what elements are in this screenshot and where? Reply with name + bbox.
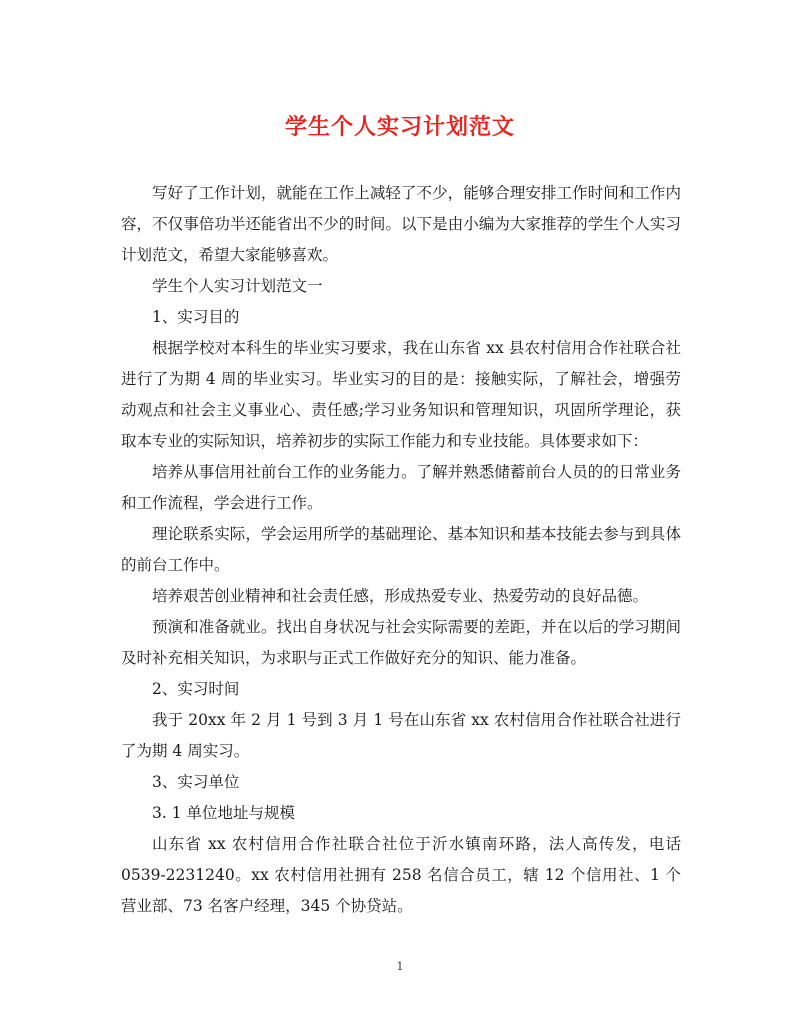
requirement-paragraph-4: 预演和准备就业。找出自身状况与社会实际需要的差距，并在以后的学习期间及时补充相关知识，为求职与正式工作做好充分的知识、能力准备。 — [121, 618, 681, 667]
section-heading-purpose: 1、实习目的 — [152, 308, 240, 326]
address-paragraph: 山东省 xx 农村信用合作社联合社位于沂水镇南环路，法人高传发，电话 0539-2231240。xx 农村信用社拥有 258 名信合员工，辖 12 个信用社、1 个营业部、73 名客户经理，345 个协贷站。 — [121, 835, 681, 915]
requirement-paragraph-2: 理论联系实际，学会运用所学的基础理论、基本知识和基本技能去参与到具体的前台工作中。 — [121, 525, 681, 574]
requirement-paragraph-1: 培养从事信用社前台工作的业务能力。了解并熟悉储蓄前台人员的的日常业务和工作流程，学会进行工作。 — [121, 463, 681, 512]
intro-paragraph: 写好了工作计划，就能在工作上减轻了不少，能够合理安排工作时间和工作内容，不仅事倍功半还能省出不少的时间。以下是由小编为大家推荐的学生个人实习计划范文，希望大家能够喜欢。 — [121, 184, 681, 264]
section-heading-time: 2、实习时间 — [152, 680, 240, 698]
time-paragraph: 我于 20xx 年 2 月 1 号到 3 月 1 号在山东省 xx 农村信用合作社联合社进行了为期 4 周实习。 — [121, 711, 681, 760]
subsection-heading-address: 3. 1 单位地址与规模 — [152, 804, 296, 822]
document-body — [121, 178, 681, 922]
section-heading-unit: 3、实习单位 — [152, 773, 240, 791]
document-title: 学生个人实习计划范文 — [284, 114, 515, 140]
section-heading-sample-one: 学生个人实习计划范文一 — [152, 277, 323, 295]
requirement-paragraph-3: 培养艰苦创业精神和社会责任感，形成热爱专业、热爱劳动的良好品德。 — [152, 587, 649, 605]
purpose-paragraph: 根据学校对本科生的毕业实习要求，我在山东省 xx 县农村信用合作社联合社进行了为期 4 周的毕业实习。毕业实习的目的是：接触实际，了解社会，增强劳动观点和社会主义事业心、责任感;学习业务知识和管理知识，巩固所学理论，获取本专业的实际知识，培养初步的实际工作能力和专业技能。具体要求如下： — [121, 339, 681, 450]
page-number: 1 — [396, 960, 404, 973]
